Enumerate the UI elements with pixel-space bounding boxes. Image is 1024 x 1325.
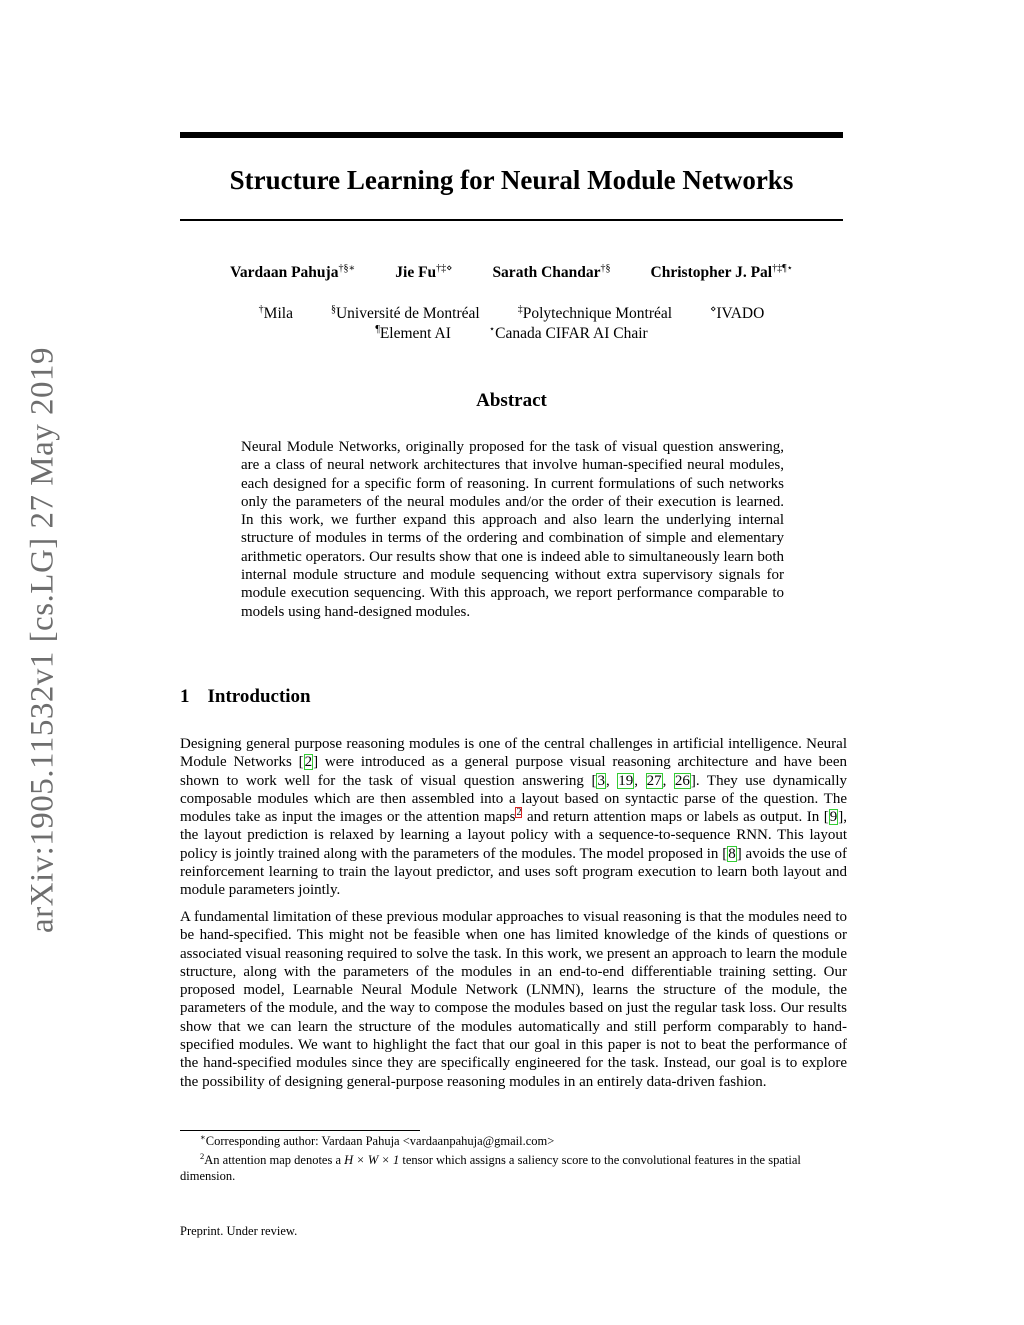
section-title: Introduction <box>207 686 311 707</box>
intro-paragraph-1: Designing general purpose reasoning modules is one of the central challenges in artificial intelligence. Neural Module Networks [2] were introduced as a general purpose visual reasoning architecture and have been shown to work well for the task of visual question answering [3, 19, 27, 26]. They use dynamically composable modules which are then assembled into a layout based on syntactic parse of the question. The modules take as input the images or the attention maps$^2$ and return attention maps or labels as output. In [9], the layout prediction is relaxed by learning a layout policy with a sequence-to-sequence RNN. This layout policy is jointly trained along with the parameters of the modules. The model proposed in [8] avoids the use of reinforcement learning to train the layout predictor, and uses soft program execution to learn both layout and module parameters jointly. <box>180 736 848 899</box>
citation-link[interactable]: 8 <box>728 845 736 862</box>
footnote-rule <box>180 1130 420 1131</box>
abstract-text: Neural Module Networks, originally proposed for the task of visual question answering, are a class of neural network architectures that involve human-specified neural modules, each designed for a specific form of reasoning. In current formulations of such networks only the parameters of the neural modules and/or the order of their execution is learned. In this work, we further expand this approach and also learn the underlying internal structure of modules in terms of the ordering and combination of simple and elementary arithmetic operators. Our results show that one is indeed able to simultaneously learn both internal module structure and module sequencing without extra supervisory signals for module execution sequencing. With this approach, we report performance comparable to models using hand-designed modules. <box>241 439 784 620</box>
math-expression: H × W × 1 <box>344 1153 400 1167</box>
section-heading <box>180 686 311 708</box>
footnote-1: ∗Corresponding author: Vardaan Pahuja <vardaanpahuja@gmail.com> <box>200 1131 555 1148</box>
affiliation: ⋄IVADO <box>710 303 765 322</box>
preprint-note: Preprint. Under review. <box>180 1224 298 1238</box>
author: Christopher J. Pal†‡¶⋆ <box>650 262 793 281</box>
citation-link[interactable]: 2 <box>304 754 313 771</box>
affiliation: ¶Element AI <box>375 323 451 342</box>
citation-link[interactable]: 26 <box>674 772 690 789</box>
affiliation: ‡Polytechnique Montréal <box>517 303 673 322</box>
section-number: 1 <box>180 686 190 707</box>
affiliation: ⋆Canada CIFAR AI Chair <box>488 323 648 342</box>
affiliation: §Université de Montréal <box>330 303 480 322</box>
affiliations-line-2 <box>180 325 843 343</box>
affiliations-line-1 <box>180 305 843 323</box>
arxiv-side-stamp: arXiv:1905.11532v1 [cs.LG] 27 May 2019 <box>24 346 61 934</box>
title-top-rule <box>180 132 843 138</box>
footnote-link[interactable]: 2 <box>516 807 522 819</box>
citation-link[interactable]: 27 <box>646 772 662 789</box>
author: Sarath Chandar†§ <box>492 262 611 281</box>
title-bottom-rule <box>180 219 843 221</box>
citation-link[interactable]: 19 <box>618 772 634 789</box>
affiliation: †Mila <box>258 303 293 322</box>
paper-title: Structure Learning for Neural Module Networks <box>229 165 794 195</box>
citation-link[interactable]: 3 <box>597 772 605 789</box>
author: Jie Fu†‡⋄ <box>395 262 453 281</box>
intro-paragraph-2: A fundamental limitation of these previous modular approaches to visual reasoning is that the modules need to be hand-specified. This might not be feasible when one has limited knowledge of the kinds of questions or associated visual reasoning required to solve the task. In this work, we present an approach to learn the module structure, along with the parameters of the modules in an end-to-end differentiable training setting. Our proposed model, Learnable Neural Module Network (LNMN), learns the structure of the module, the parameters of the module, and the way to compose the modules based on just the regular task loss. Our results show that we can learn the structure of the modules automatically and still perform comparably to hand-specified modules. We want to highlight the fact that our goal in this paper is not to beat the performance of the hand-specified modules since they are specifically engineered for the task. Instead, our goal is to explore the possibility of designing general-purpose reasoning modules in an entirely data-driven fashion. <box>180 909 847 1090</box>
author: Vardaan Pahuja†§∗ <box>230 262 356 281</box>
abstract-heading: Abstract <box>476 390 547 411</box>
footnote-2: $^2$An attention map denotes a H × W × 1 tensor which assigns a saliency score to the convolutional features in the spatial dimension. <box>180 1150 801 1183</box>
citation-link[interactable]: 9 <box>829 809 838 826</box>
author-list <box>180 264 843 282</box>
